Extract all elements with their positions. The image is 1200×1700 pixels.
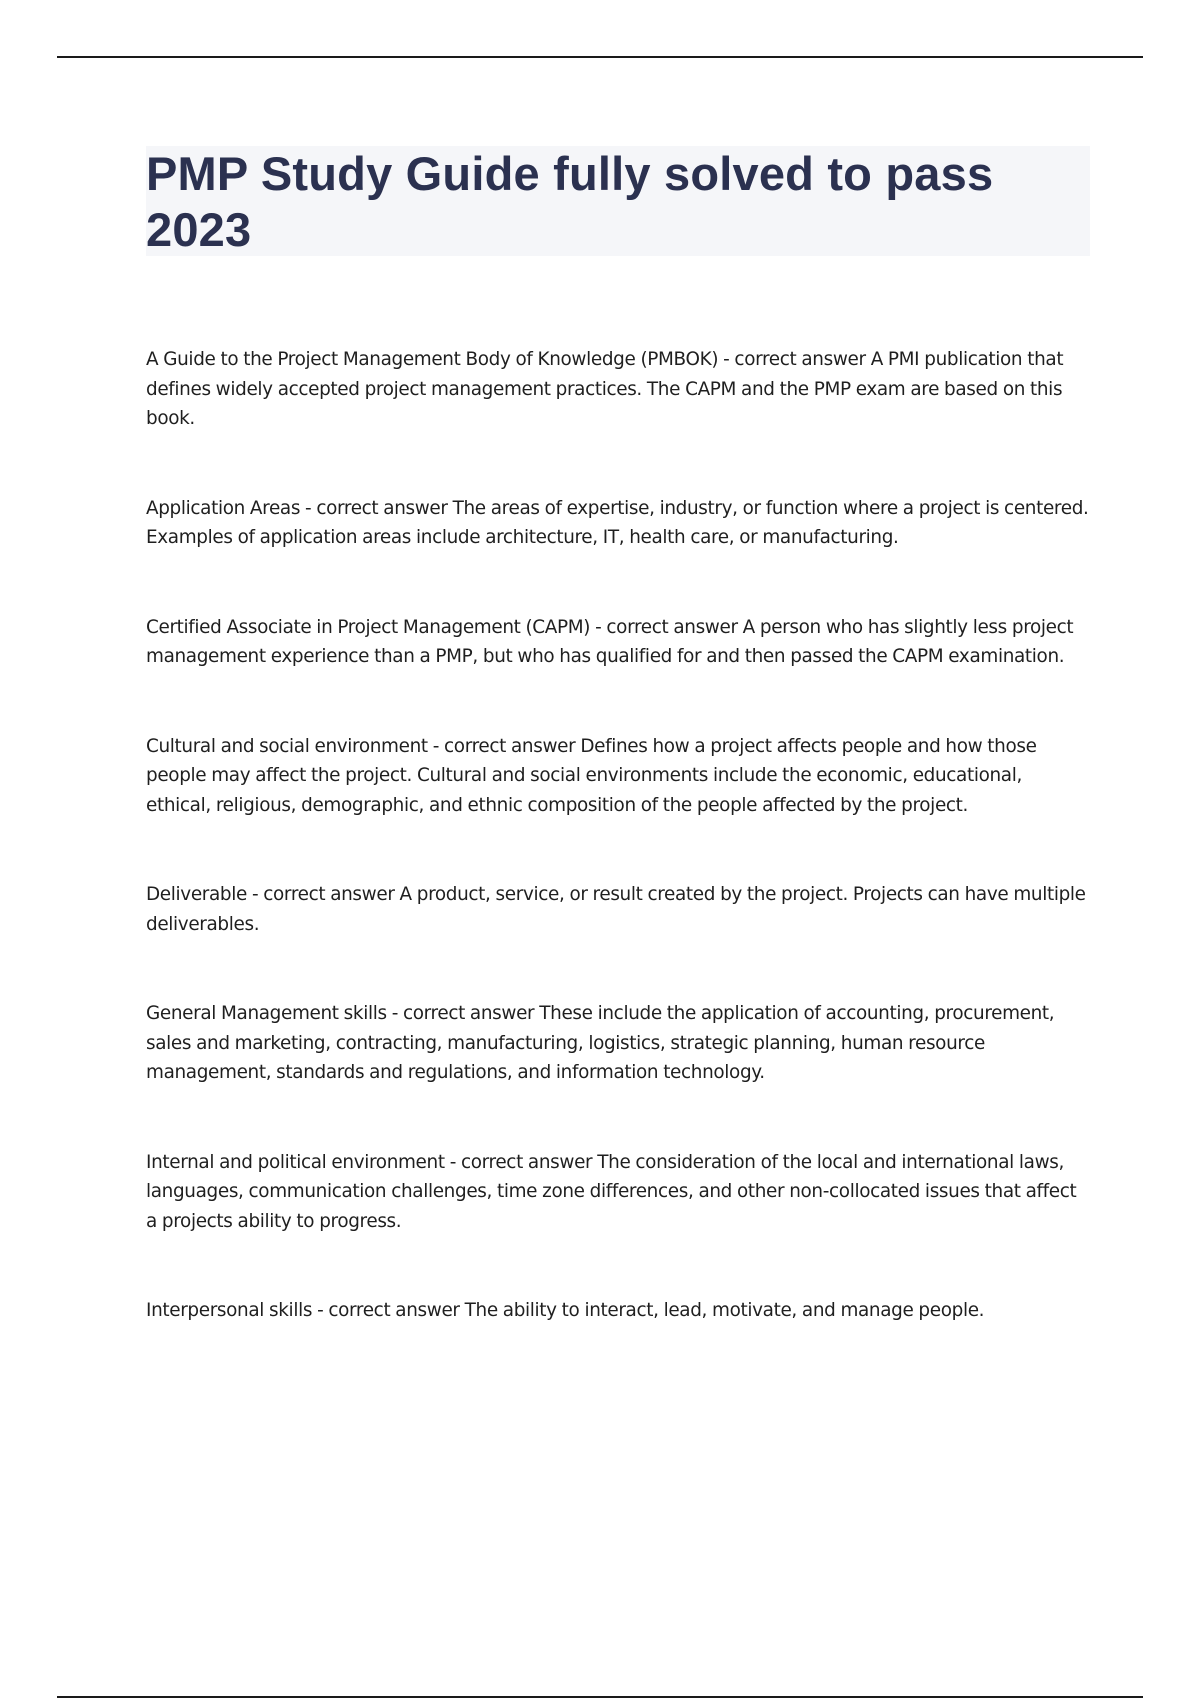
entry-separator: - correct answer [718, 349, 871, 370]
glossary-entry [146, 613, 1090, 672]
top-rule [57, 56, 1143, 58]
entry-definition: The consideration of the local and international laws, languages, communication challenges, time zone differences, and other non-collocated issues that affect a projects ability to progress. [146, 1151, 1077, 1232]
entry-separator: - correct answer [300, 497, 453, 519]
entry-separator: - correct answer [246, 884, 400, 905]
entry-term: Internal and political environment [146, 1151, 445, 1173]
entry-term: Interpersonal skills [146, 1300, 313, 1321]
entry-definition: A product, service, or result created by the project. Projects can have multiple deliverables. [146, 884, 1086, 935]
glossary-entry [146, 999, 1090, 1088]
entry-term: Deliverable [146, 884, 247, 905]
entry-definition: The ability to interact, lead, motivate, and manage people. [464, 1300, 985, 1321]
entry-definition: A PMI publication that defines widely accepted project management practices. The CAPM and the PMP exam are based on this book. [146, 349, 1064, 429]
glossary-entry [146, 1296, 1090, 1326]
entry-separator: - correct answer [427, 735, 581, 757]
entry-separator: - correct answer [312, 1300, 465, 1321]
entry-term: General Management skills [146, 1003, 387, 1024]
entry-definition: A person who has slightly less project management experience than a PMP, but who has qualified for and then passed the CAPM examination. [146, 616, 1074, 667]
glossary-entry [146, 880, 1090, 939]
title-block [146, 146, 1090, 256]
entry-term: A Guide to the Project Management Body of Knowledge (PMBOK) [146, 349, 719, 370]
entry-term: Application Areas [146, 497, 301, 519]
entry-definition: Defines how a project affects people and how those people may affect the project. Cultural and social environments include the economic, educational, ethical, religious, demographic, and ethnic composition of the people affected by the project. [146, 735, 1037, 816]
entry-term: Cultural and social environment [146, 735, 428, 757]
entry-separator: - correct answer [444, 1151, 598, 1173]
glossary-entry [146, 732, 1090, 821]
glossary-entry [146, 345, 1090, 434]
entry-term: Certified Associate in Project Management (CAPM) [146, 616, 591, 638]
entry-separator: - correct answer [590, 616, 743, 638]
entry-definition: These include the application of accounting, procurement, sales and marketing, contracting, manufacturing, logistics, strategic planning, human resource management, standards and regulations, and information technology. [146, 1003, 1055, 1083]
glossary-entry [146, 1148, 1090, 1237]
entry-separator: - correct answer [386, 1003, 540, 1024]
entry-definition: The areas of expertise, industry, or function where a project is centered. Examples of application areas include architecture, IT, health care, or manufacturing. [146, 497, 1089, 548]
bottom-rule [57, 1696, 1143, 1698]
document-title: PMP Study Guide fully solved to pass 2023 [146, 147, 994, 256]
glossary-entry [146, 494, 1090, 553]
glossary-entries [146, 345, 1090, 1386]
